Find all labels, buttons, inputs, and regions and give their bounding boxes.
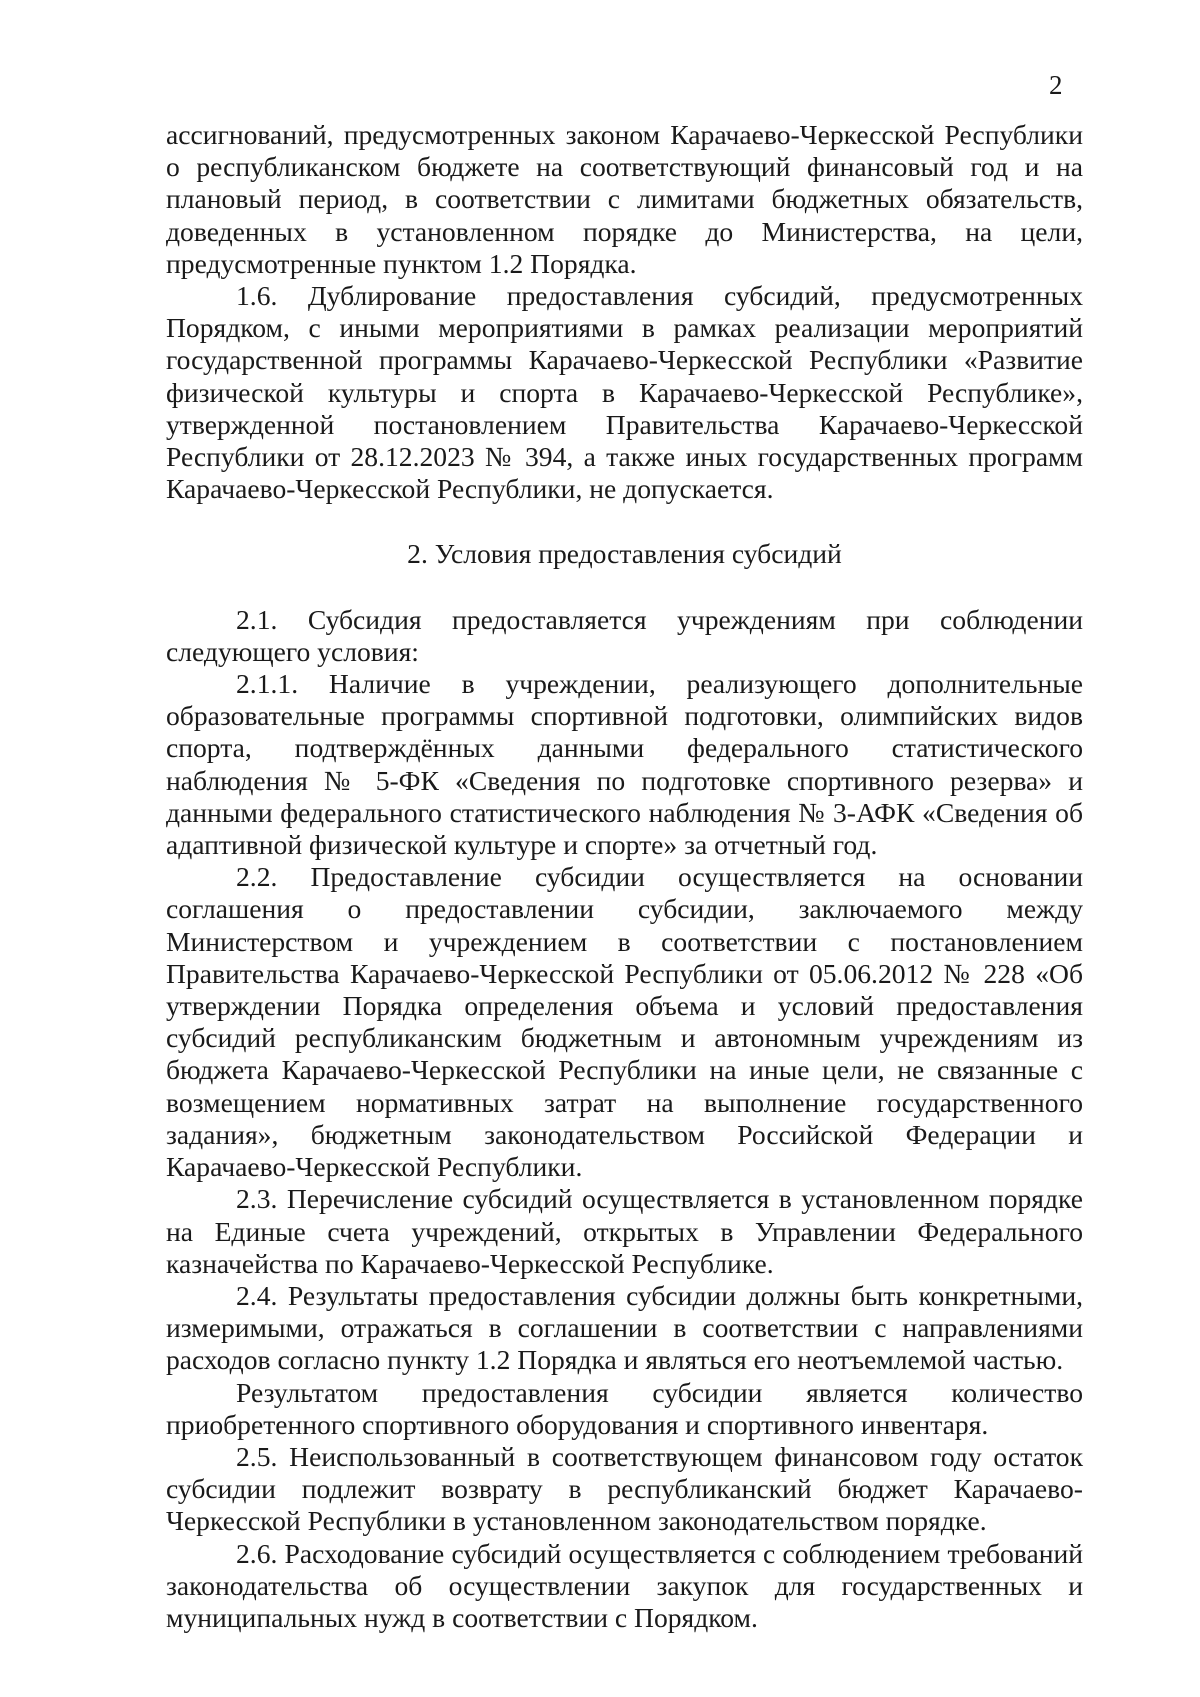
page-number: 2 [1049,70,1063,100]
document-body [166,119,1083,1634]
paragraph-continuation: ассигнований, предусмотренных законом Карачаево-Черкесской Республики о республиканском бюджете на соответствующий финансовый год и на плановый период, в соответствии с лимитами бюджетных обязательств, доведенных в установленном порядке до Министерства, на цели, предусмотренные пунктом 1.2 Порядка. [166,119,1083,279]
section-heading: 2. Условия предоставления субсидий [407,538,842,570]
paragraph-2-6: 2.6. Расходование субсидий осуществляется с соблюдением требований законодательства об осуществлении закупок для государственных и муниципальных нужд в соответствии с Порядком. [166,1537,1083,1633]
paragraph-2-2: 2.2. Предоставление субсидии осуществляется на основании соглашения о предоставлении субсидии, заключаемого между Министерством и учреждением в соответствии с постановлением Правительства Карачаево-Черкесской Республики от 05.06.2012 № 228 «Об утверждении Порядка определения объема и условий предоставления субсидий республиканским бюджетным и автономным учреждениям из бюджета Карачаево-Черкесской Республики на иные цели, не связанные с возмещением нормативных затрат на выполнение государственного задания», бюджетным законодательством Российской Федерации и Карачаево-Черкесской Республики. [166,861,1083,1183]
paragraph-1-6: 1.6. Дублирование предоставления субсидий, предусмотренных Порядком, с иными мероприятиями в рамках реализации мероприятий государственной программы Карачаево-Черкесской Республики «Развитие физической культуры и спорта в Карачаево-Черкесской Республике», утвержденной постановлением Правительства Карачаево-Черкесской Республики от 28.12.2023 № 394, а также иных государственных программ Карачаево-Черкесской Республики, не допускается. [166,280,1083,505]
paragraph-2-1-1: 2.1.1. Наличие в учреждении, реализующего дополнительные образовательные программы спортивной подготовки, олимпийских видов спорта, подтверждённых данными федерального статистического наблюдения № 5-ФК «Сведения по подготовке спортивного резерва» и данными федерального статистического наблюдения № 3-АФК «Сведения об адаптивной физической культуре и спорте» за отчетный год. [166,668,1083,861]
paragraph-2-1: 2.1. Субсидия предоставляется учреждениям при соблюдении следующего условия: [166,603,1083,667]
paragraph-2-3: 2.3. Перечисление субсидий осуществляется в установленном порядке на Единые счета учреждений, открытых в Управлении Федерального казначейства по Карачаево-Черкесской Республике. [166,1183,1083,1279]
paragraph-result: Результатом предоставления субсидии является количество приобретенного спортивного оборудования и спортивного инвентаря. [166,1376,1083,1440]
paragraph-2-4: 2.4. Результаты предоставления субсидии должны быть конкретными, измеримыми, отражаться в соглашении в соответствии с направлениями расходов согласно пункту 1.2 Порядка и являться его неотъемлемой частью. [166,1279,1083,1376]
paragraph-2-5: 2.5. Неиспользованный в соответствующем финансовом году остаток субсидии подлежит возврату в республиканский бюджет Карачаево-Черкесской Республики в установленном законодательством порядке. [166,1440,1083,1537]
